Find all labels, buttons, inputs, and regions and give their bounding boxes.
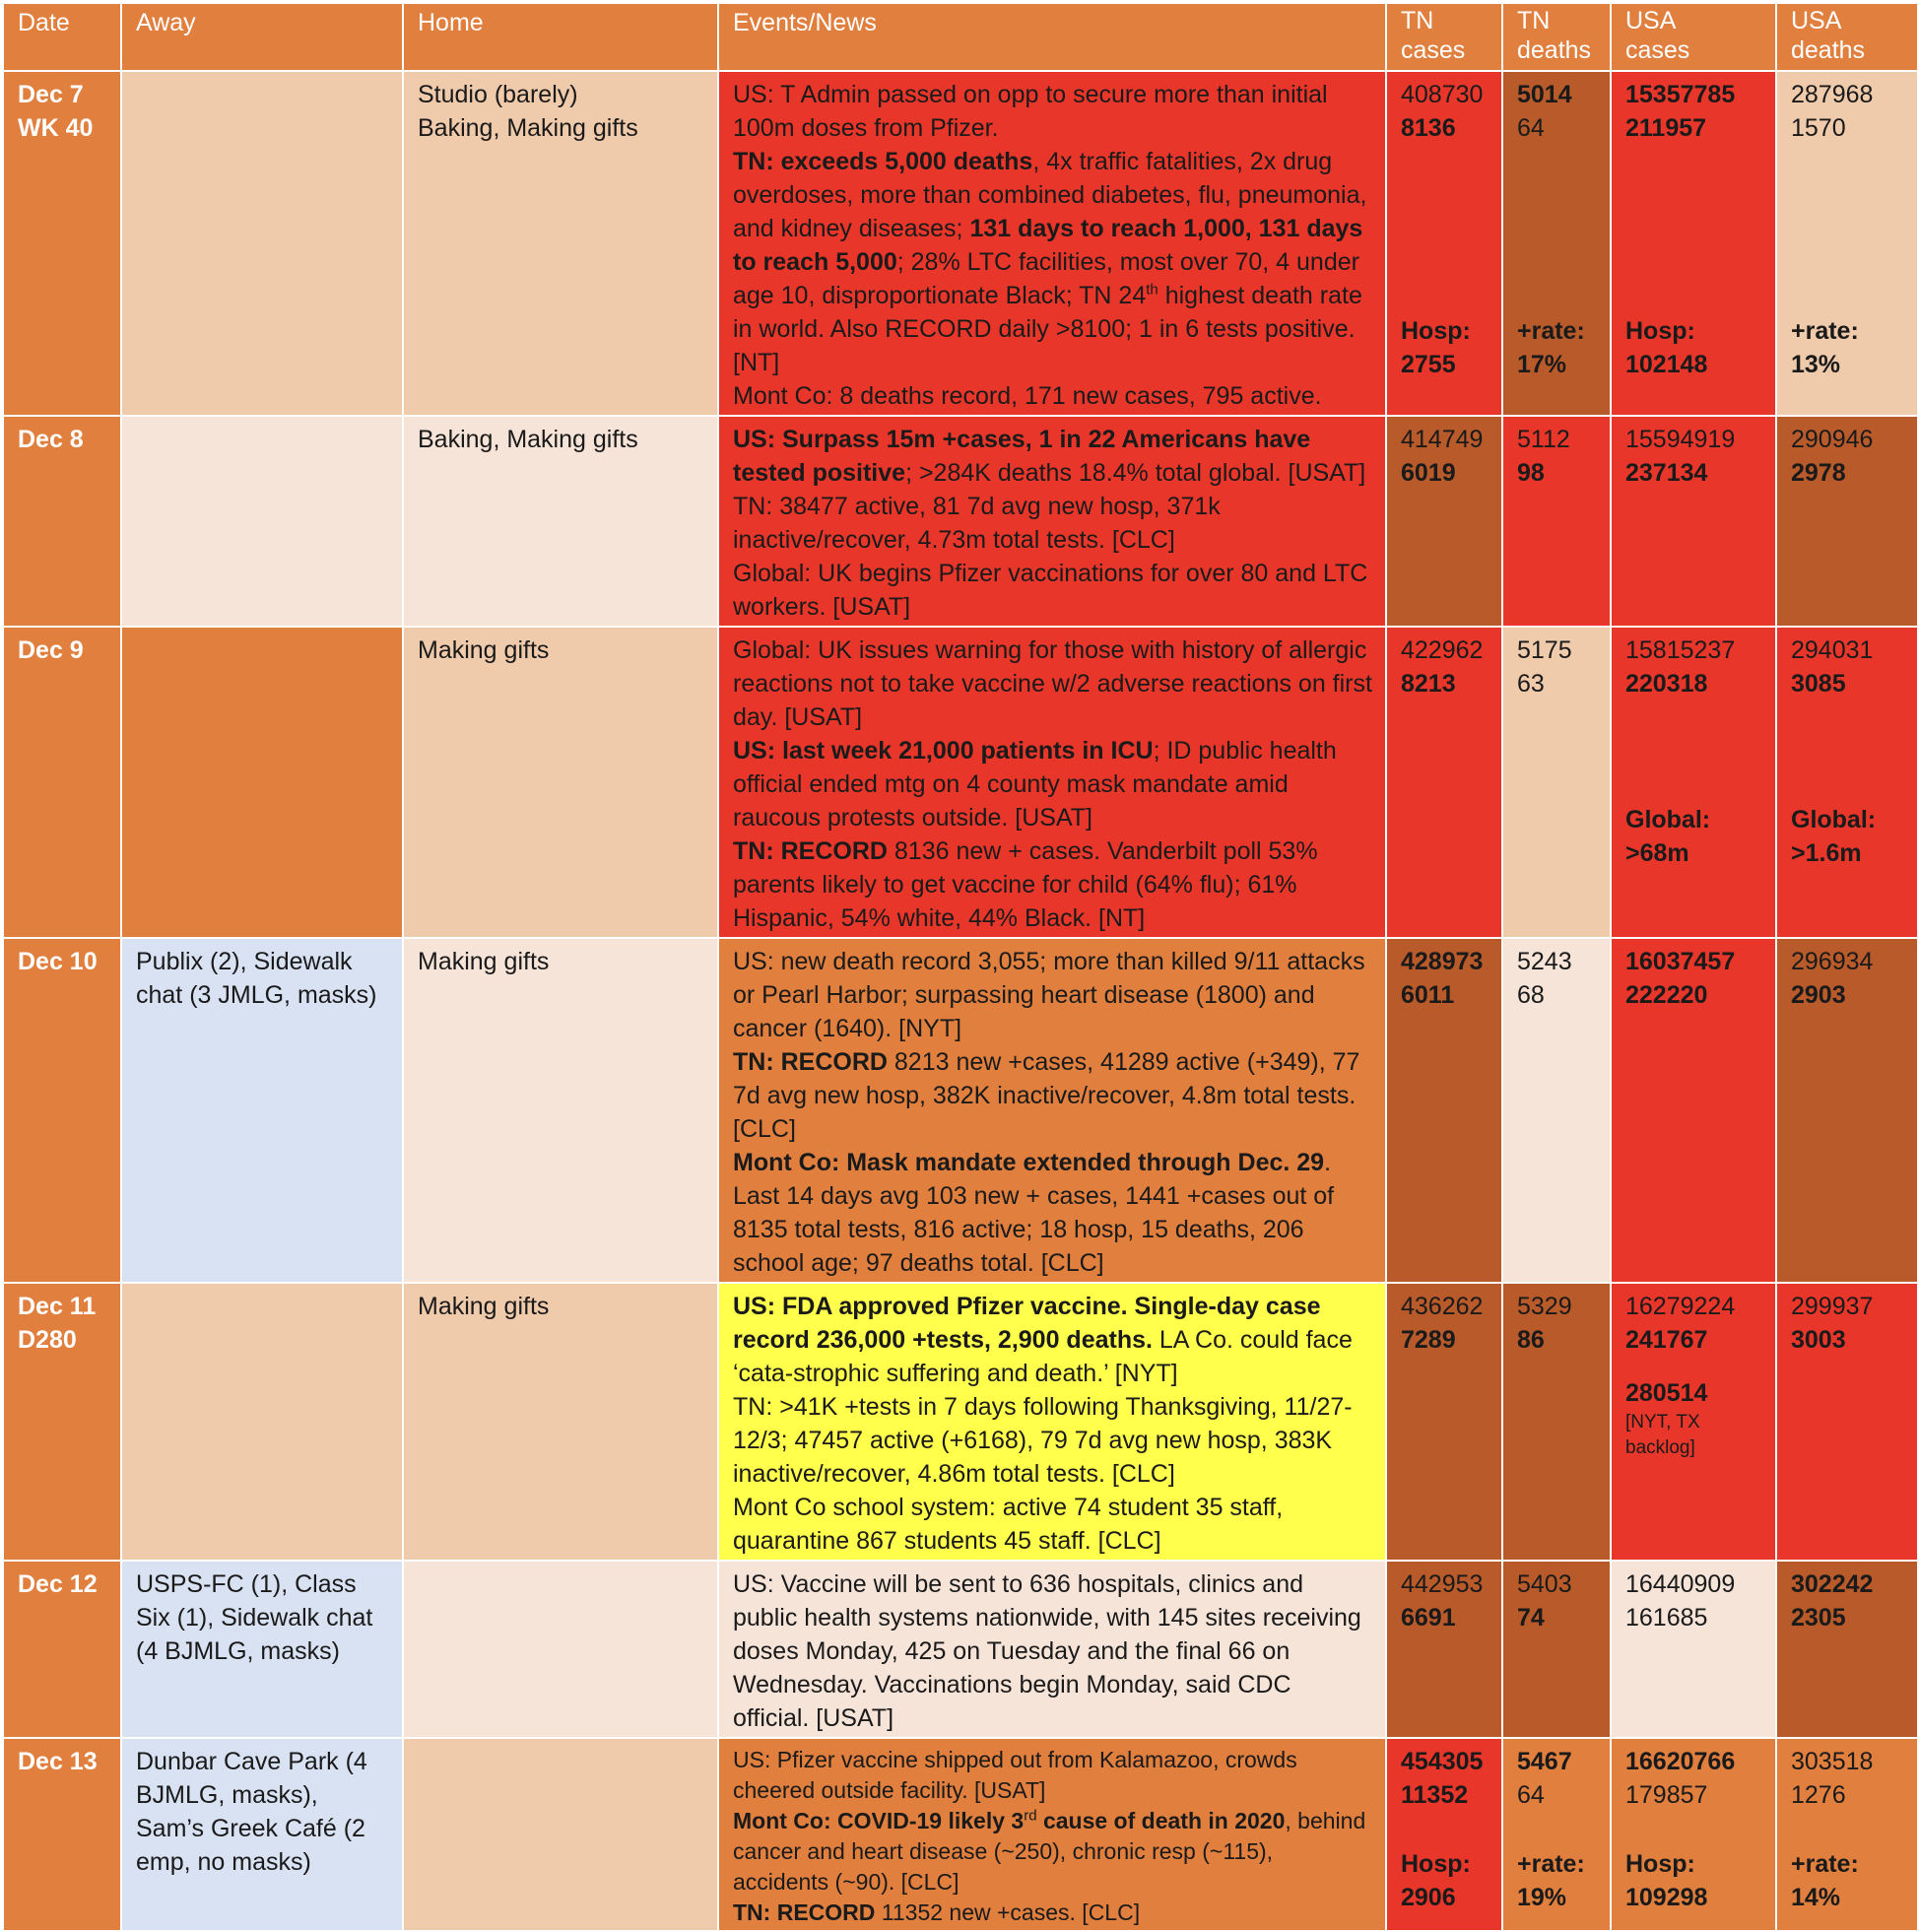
away-cell [121, 627, 403, 938]
away-cell [121, 71, 403, 416]
usa-cases-cell: 16440909 161685 [1611, 1561, 1776, 1738]
date-cell: Dec 7 WK 40 [3, 71, 121, 416]
tn-deaths-cell: 5112 98 [1502, 416, 1611, 627]
event-item: TN: RECORD 8136 new + cases. Vanderbilt poll 53% parents likely to get vaccine for child (64% flu); 61% Hispanic, 54% white, 44% Black. [NT] [733, 837, 1318, 932]
tn-deaths-cell: 5329 86 [1502, 1283, 1611, 1561]
event-item: US: Vaccine will be sent to 636 hospitals, clinics and public health systems nationwide, with 145 sites receiving doses Monday, 425 on Tuesday and the final 66 on Wednesday. Vaccinations begin Monday, said CDC official. [USAT] [733, 1570, 1361, 1732]
tn-deaths-cell: 5243 68 [1502, 938, 1611, 1283]
event-item: TN: RECORD 8213 new +cases, 41289 active (+349), 77 7d avg new hosp, 382K inactive/recover, 4.8m total tests. [CLC] [733, 1048, 1360, 1143]
tn-cases-cell: 454305 11352 Hosp: 2906 [1386, 1738, 1502, 1931]
tn-cases-cell: 408730 8136 Hosp: 2755 [1386, 71, 1502, 416]
date-cell: Dec 13 [3, 1738, 121, 1931]
usa-cases-cell: 15357785 211957 Hosp: 102148 [1611, 71, 1776, 416]
header-row [3, 3, 1918, 71]
table-row [3, 1561, 1918, 1738]
date-cell: Dec 8 [3, 416, 121, 627]
table-row [3, 1283, 1918, 1561]
header-usa-deaths: USA deaths [1776, 3, 1918, 71]
usa-deaths-cell: 294031 3085 Global: >1.6m [1776, 627, 1918, 938]
table-row [3, 71, 1918, 416]
event-item: Mont Co: Mask mandate extended through Dec. 29. Last 14 days avg 103 new + cases, 1441 +cases out of 8135 total tests, 816 active; 18 hosp, 15 deaths, 206 school age; 97 deaths total. [CLC] [733, 1149, 1335, 1277]
usa-cases-cell: 15815237 220318 Global: >68m [1611, 627, 1776, 938]
event-item: Global: UK issues warning for those with history of allergic reactions not to take vaccine w/2 adverse reactions on first day. [USAT] [733, 636, 1372, 731]
events-cell [718, 938, 1386, 1283]
usa-deaths-cell: 302242 2305 [1776, 1561, 1918, 1738]
usa-deaths-cell: 296934 2903 [1776, 938, 1918, 1283]
usa-cases-cell: 15594919 237134 [1611, 416, 1776, 627]
tn-deaths-cell: 5467 64 +rate: 19% [1502, 1738, 1611, 1931]
usa-cases-cell: 16620766 179857 Hosp: 109298 [1611, 1738, 1776, 1931]
home-cell: Making gifts [403, 627, 718, 938]
events-cell [718, 1561, 1386, 1738]
tn-deaths-cell: 5175 63 [1502, 627, 1611, 938]
usa-deaths-cell: 303518 1276 +rate: 14% [1776, 1738, 1918, 1931]
date-cell: Dec 9 [3, 627, 121, 938]
table-row [3, 1738, 1918, 1931]
home-cell [403, 1738, 718, 1931]
away-cell: USPS-FC (1), Class Six (1), Sidewalk chat (4 BJMLG, masks) [121, 1561, 403, 1738]
event-item: Mont Co: 8 deaths record, 171 new cases, 795 active. [733, 382, 1322, 410]
date-cell: Dec 12 [3, 1561, 121, 1738]
event-item: US: Pfizer vaccine shipped out from Kalamazoo, crowds cheered outside facility. [USAT] [733, 1747, 1297, 1803]
table-row [3, 938, 1918, 1283]
tn-deaths-cell: 5403 74 [1502, 1561, 1611, 1738]
usa-deaths-cell: 299937 3003 [1776, 1283, 1918, 1561]
usa-deaths-cell: 287968 1570 +rate: 13% [1776, 71, 1918, 416]
header-tn-cases: TN cases [1386, 3, 1502, 71]
header-tn-deaths: TN deaths [1502, 3, 1611, 71]
header-away: Away [121, 3, 403, 71]
usa-deaths-cell: 290946 2978 [1776, 416, 1918, 627]
header-usa-cases: USA cases [1611, 3, 1776, 71]
usa-cases-cell: 16279224 241767 280514 [NYT, TX backlog] [1611, 1283, 1776, 1561]
tn-cases-cell: 442953 6691 [1386, 1561, 1502, 1738]
event-item: US: Surpass 15m +cases, 1 in 22 Americans have tested positive; >284K deaths 18.4% total global. [USAT] [733, 426, 1366, 487]
header-date: Date [3, 3, 121, 71]
tn-cases-cell: 436262 7289 [1386, 1283, 1502, 1561]
events-cell [718, 71, 1386, 416]
event-item: Global: UK begins Pfizer vaccinations for over 80 and LTC workers. [USAT] [733, 560, 1368, 621]
away-cell [121, 416, 403, 627]
away-cell: Publix (2), Sidewalk chat (3 JMLG, masks) [121, 938, 403, 1283]
event-item: US: last week 21,000 patients in ICU; ID public health official ended mtg on 4 county mask mandate amid raucous protests outside. [USAT] [733, 737, 1337, 832]
tn-cases-cell: 422962 8213 [1386, 627, 1502, 938]
event-item: TN: 38477 active, 81 7d avg new hosp, 371k inactive/recover, 4.73m total tests. [CLC] [733, 493, 1221, 554]
away-cell: Dunbar Cave Park (4 BJMLG, masks), Sam’s Greek Café (2 emp, no masks) [121, 1738, 403, 1931]
events-cell [718, 1738, 1386, 1931]
usa-cases-cell: 16037457 222220 [1611, 938, 1776, 1283]
event-item: TN: exceeds 5,000 deaths, 4x traffic fatalities, 2x drug overdoses, more than combined diabetes, flu, pneumonia, and kidney diseases; 131 days to reach 1,000, 131 days to reach 5,000; 28% LTC facilities, most over 70, 4 under age 10, disproportionate Black; TN 24th highest death rate in world. Also RECORD daily >8100; 1 in 6 tests positive. [NT] [733, 148, 1367, 376]
event-item: Mont Co: COVID-19 likely 3rd cause of death in 2020, behind cancer and heart disease (~250), chronic resp (~115), accidents (~90). [CLC] [733, 1807, 1366, 1895]
table-row [3, 416, 1918, 627]
event-item: Mont Co school system: active 74 student 35 staff, quarantine 867 students 45 staff. [CLC] [733, 1494, 1284, 1555]
table-row [3, 627, 1918, 938]
date-cell: Dec 11 D280 [3, 1283, 121, 1561]
header-events: Events/News [718, 3, 1386, 71]
home-cell: Making gifts [403, 1283, 718, 1561]
tn-cases-cell: 414749 6019 [1386, 416, 1502, 627]
event-item: TN: RECORD 11352 new +cases. [CLC] [733, 1899, 1141, 1925]
events-cell [718, 627, 1386, 938]
home-cell: Studio (barely) Baking, Making gifts [403, 71, 718, 416]
home-cell: Baking, Making gifts [403, 416, 718, 627]
event-item: US: T Admin passed on opp to secure more than initial 100m doses from Pfizer. [733, 81, 1328, 142]
away-cell [121, 1283, 403, 1561]
events-cell [718, 1283, 1386, 1561]
header-home: Home [403, 3, 718, 71]
events-cell [718, 416, 1386, 627]
home-cell: Making gifts [403, 938, 718, 1283]
event-item: US: new death record 3,055; more than killed 9/11 attacks or Pearl Harbor; surpassing heart disease (1800) and cancer (1640). [NYT] [733, 948, 1365, 1042]
date-cell: Dec 10 [3, 938, 121, 1283]
tn-cases-cell: 428973 6011 [1386, 938, 1502, 1283]
home-cell [403, 1561, 718, 1738]
tn-deaths-cell: 5014 64 +rate: 17% [1502, 71, 1611, 416]
event-item: US: FDA approved Pfizer vaccine. Single-day case record 236,000 +tests, 2,900 deaths. LA Co. could face ‘cata-strophic suffering and death.’ [NYT] [733, 1293, 1353, 1387]
event-item: TN: >41K +tests in 7 days following Thanksgiving, 11/27-12/3; 47457 active (+6168), 79 7d avg new hosp, 383K inactive/recover, 4.86m total tests. [CLC] [733, 1393, 1353, 1488]
covid-log-table [2, 2, 1919, 1932]
